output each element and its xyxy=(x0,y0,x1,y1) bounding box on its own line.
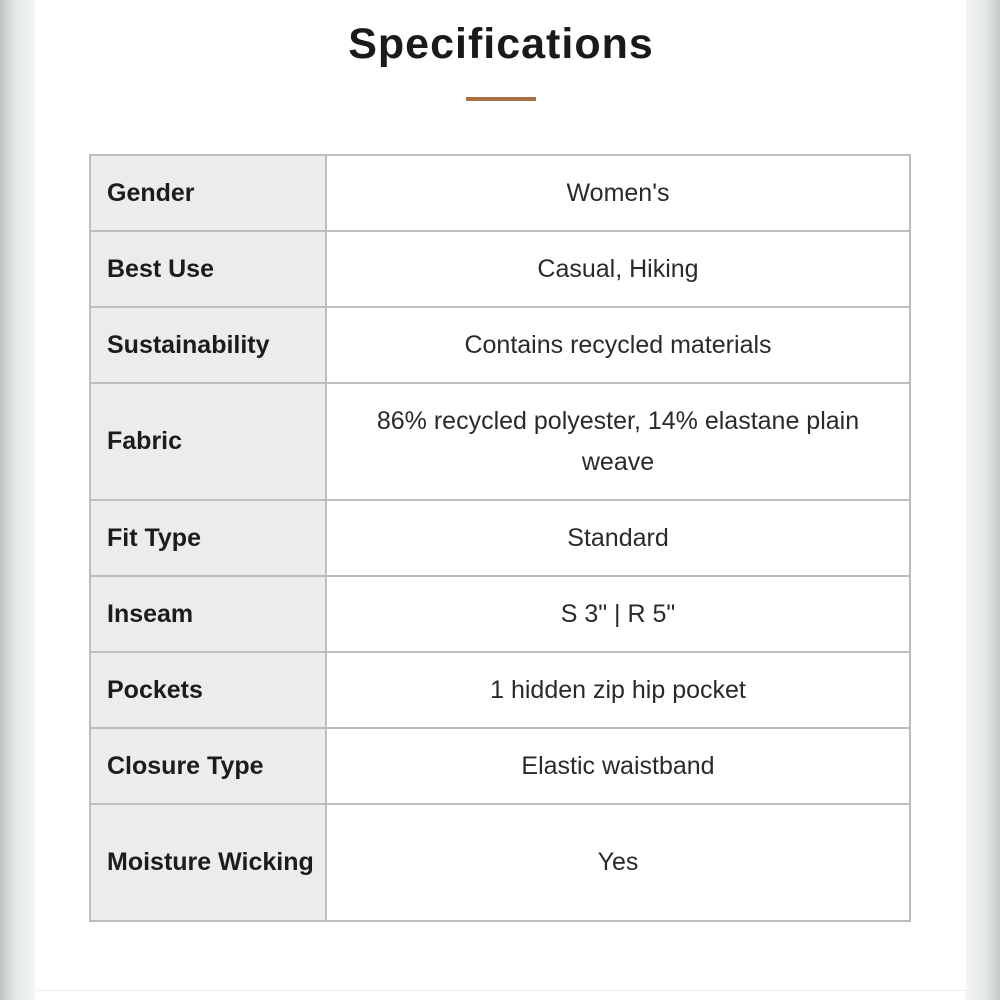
spec-value: Contains recycled materials xyxy=(326,307,910,383)
table-row xyxy=(90,728,910,804)
table-row xyxy=(90,500,910,576)
spec-value: Casual, Hiking xyxy=(326,231,910,307)
table-row xyxy=(90,652,910,728)
spec-value: Yes xyxy=(326,804,910,921)
page-title: Specifications xyxy=(348,20,654,68)
specifications-card xyxy=(36,0,966,991)
spec-label: Best Use xyxy=(90,231,326,307)
spec-label: Fit Type xyxy=(90,500,326,576)
specifications-table xyxy=(89,154,911,922)
spec-value: 1 hidden zip hip pocket xyxy=(326,652,910,728)
spec-label: Pockets xyxy=(90,652,326,728)
spec-value: Women's xyxy=(326,155,910,231)
spec-label: Moisture Wicking xyxy=(90,804,326,921)
title-underline xyxy=(466,97,536,101)
table-row xyxy=(90,383,910,500)
spec-value: S 3" | R 5" xyxy=(326,576,910,652)
table-row xyxy=(90,231,910,307)
spec-value: 86% recycled polyester, 14% elastane plain weave xyxy=(326,383,910,500)
spec-label: Sustainability xyxy=(90,307,326,383)
spec-value: Standard xyxy=(326,500,910,576)
spec-label: Inseam xyxy=(90,576,326,652)
table-row xyxy=(90,155,910,231)
spec-label: Gender xyxy=(90,155,326,231)
table-row xyxy=(90,307,910,383)
spec-value: Elastic waistband xyxy=(326,728,910,804)
spec-label: Fabric xyxy=(90,383,326,500)
spec-label: Closure Type xyxy=(90,728,326,804)
table-row xyxy=(90,576,910,652)
table-row xyxy=(90,804,910,921)
